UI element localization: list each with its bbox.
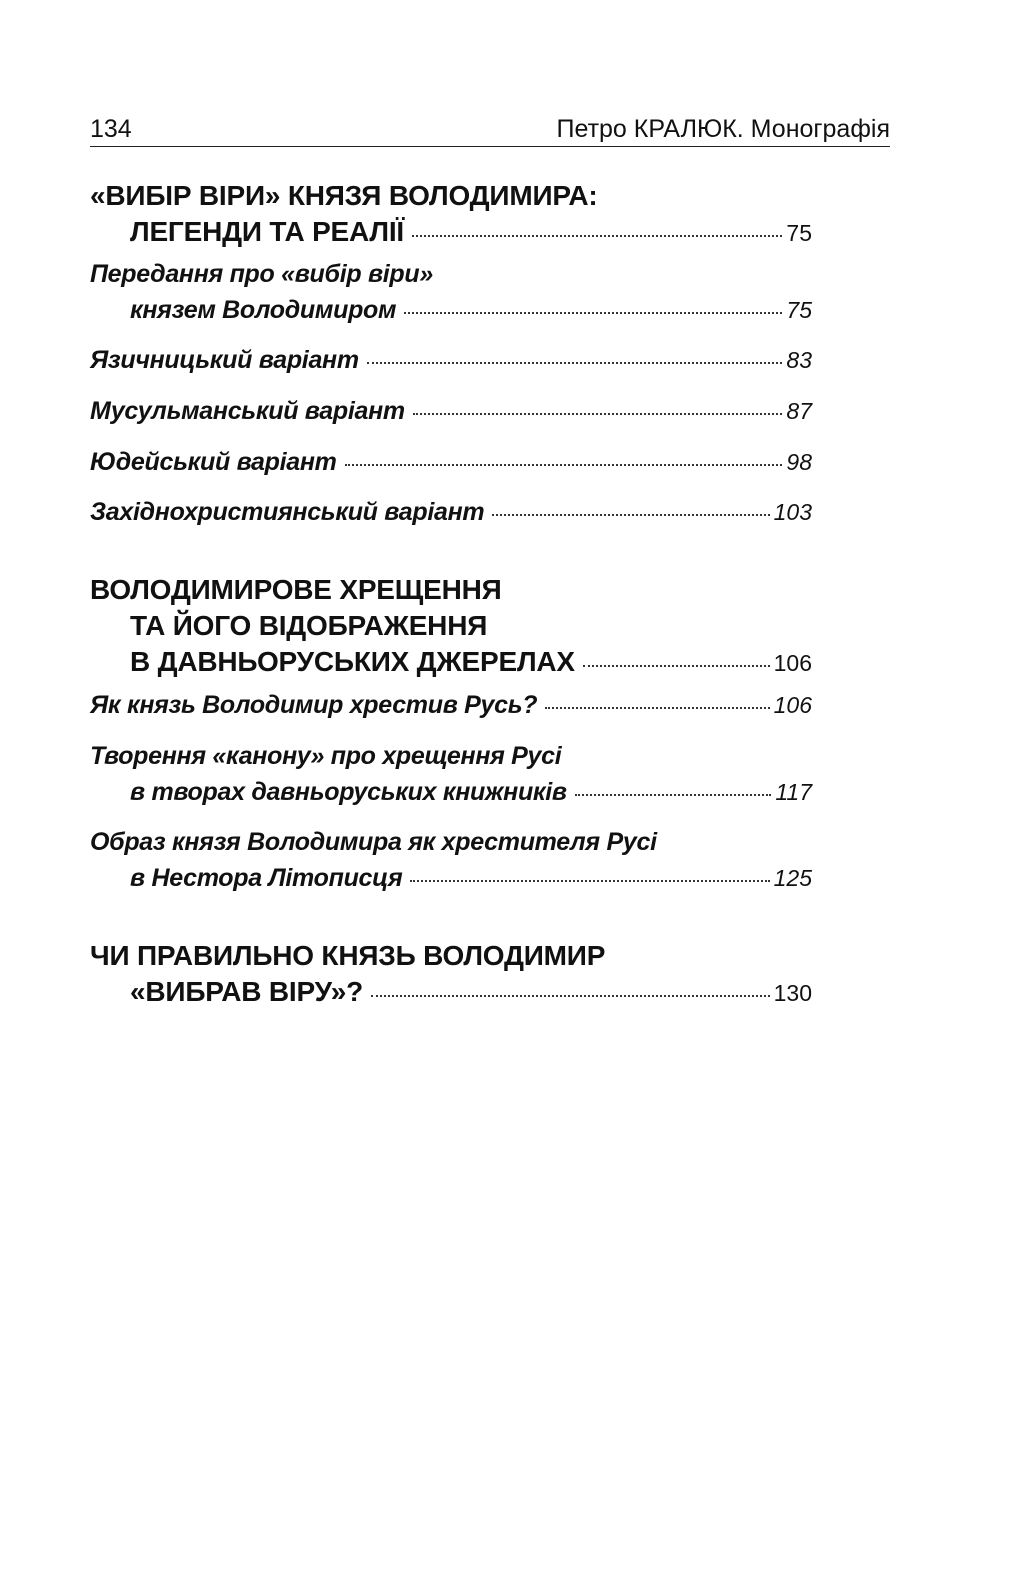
toc-entry	[90, 256, 812, 328]
section-heading: ТА ЙОГО ВІДОБРАЖЕННЯ	[130, 610, 488, 641]
entry-line	[90, 687, 812, 723]
entry-line	[90, 494, 812, 530]
dot-leader	[412, 234, 782, 237]
toc-entry	[90, 342, 812, 378]
entry-title: Творення «канону» про хрещення Русі	[90, 742, 562, 770]
page-ref: 75	[786, 297, 812, 323]
section-heading-line	[90, 608, 812, 644]
toc-entry	[90, 738, 812, 810]
entry-line	[90, 393, 812, 429]
entry-line	[90, 860, 812, 896]
section-heading-line	[90, 644, 812, 680]
toc-entry	[90, 444, 812, 480]
page-ref: 87	[786, 398, 812, 424]
page-ref: 117	[775, 779, 812, 805]
entry-title: Образ князя Володимира як хрестителя Русі	[90, 828, 657, 856]
section-heading: ВОЛОДИМИРОВЕ ХРЕЩЕННЯ	[90, 574, 502, 605]
entry-line	[90, 738, 812, 774]
dot-leader	[583, 664, 770, 667]
dot-leader	[345, 463, 783, 466]
entry-line	[90, 774, 812, 810]
dot-leader	[404, 311, 782, 314]
page-ref: 98	[786, 449, 812, 475]
dot-leader	[413, 412, 783, 415]
dot-leader	[410, 879, 769, 882]
entry-title: Західнохристиянський варіант	[90, 498, 485, 526]
page-ref: 130	[773, 980, 812, 1006]
entry-line	[90, 444, 812, 480]
entry-line	[90, 342, 812, 378]
dot-leader	[545, 706, 769, 709]
entry-title: в творах давньоруських книжників	[130, 778, 567, 806]
section-heading-line	[90, 938, 812, 974]
section-heading-line	[90, 572, 812, 608]
entry-title: Язичницький варіант	[90, 346, 359, 374]
toc-section-baptism	[90, 572, 812, 680]
entry-line	[90, 292, 812, 328]
page-ref: 125	[773, 865, 812, 891]
entry-line	[90, 824, 812, 860]
section-heading: В ДАВНЬОРУСЬКИХ ДЖЕРЕЛАХ	[130, 646, 575, 677]
dot-leader	[371, 994, 770, 997]
toc-entry	[90, 824, 812, 896]
page-header	[90, 112, 890, 147]
entry-title: Мусульманський варіант	[90, 397, 405, 425]
section-heading-line	[90, 974, 812, 1010]
entry-title: Передання про «вибір віри»	[90, 260, 433, 288]
page-ref: 103	[773, 499, 812, 525]
running-head: Петро КРАЛЮК. Монографія	[556, 115, 890, 143]
entry-title: Юдейський варіант	[90, 448, 337, 476]
entry-line	[90, 256, 812, 292]
dot-leader	[492, 513, 769, 516]
entry-title: в Нестора Літописця	[130, 864, 403, 892]
dot-leader	[367, 361, 783, 364]
toc-section-choice-of-faith	[90, 178, 812, 250]
toc-entry	[90, 687, 812, 723]
page-ref: 106	[773, 650, 812, 676]
section-heading: ЧИ ПРАВИЛЬНО КНЯЗЬ ВОЛОДИМИР	[90, 940, 606, 971]
section-heading: «ВИБРАВ ВІРУ»?	[130, 976, 364, 1007]
entry-title: князем Володимиром	[130, 296, 397, 324]
toc-entry	[90, 393, 812, 429]
dot-leader	[575, 793, 772, 796]
section-heading: ЛЕГЕНДИ ТА РЕАЛІЇ	[130, 216, 404, 247]
toc-section-right-choice	[90, 938, 812, 1010]
section-heading: «ВИБІР ВІРИ» КНЯЗЯ ВОЛОДИМИРА:	[90, 180, 598, 211]
section-heading-line	[90, 214, 812, 250]
page-number: 134	[90, 115, 132, 143]
toc-entry	[90, 494, 812, 530]
page-ref: 106	[773, 692, 812, 718]
entry-title: Як князь Володимир хрестив Русь?	[90, 691, 538, 719]
section-heading-line	[90, 178, 812, 214]
page-ref: 83	[786, 347, 812, 373]
page-ref: 75	[786, 220, 812, 246]
